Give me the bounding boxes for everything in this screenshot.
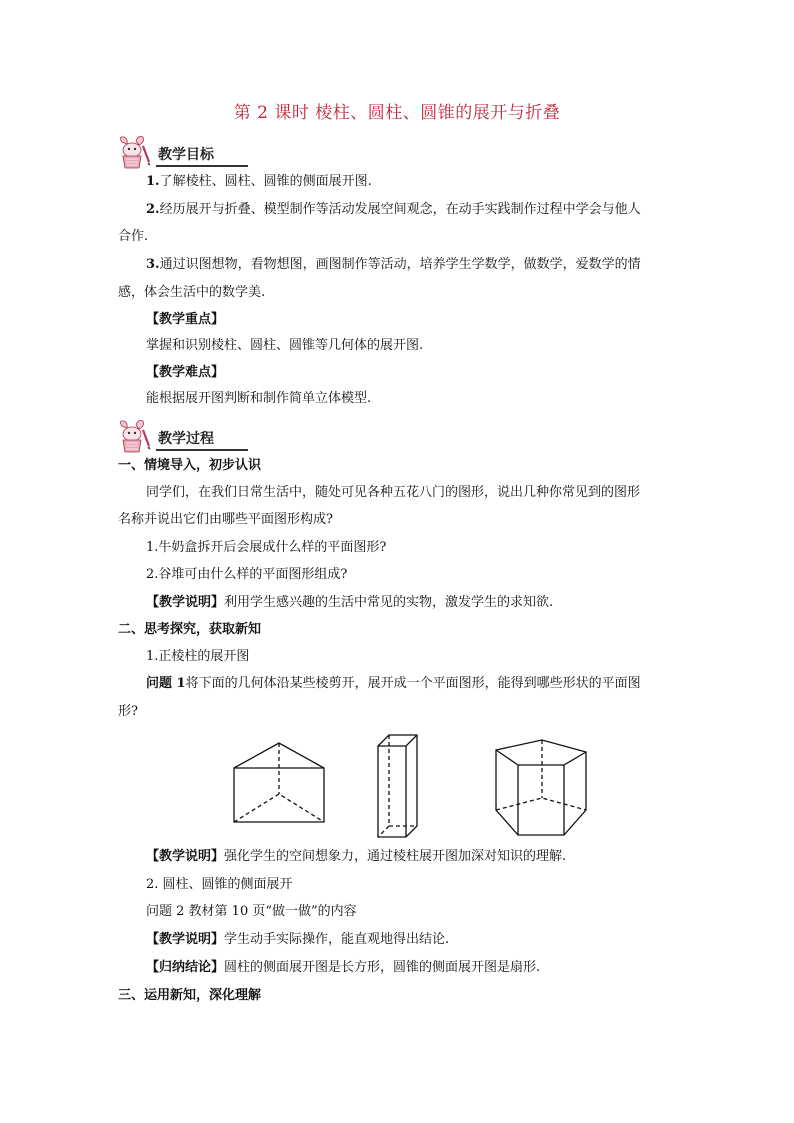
- problem-text: 将下面的几何体沿某些棱剪开，展开成一个平面图形，能得到哪些形状的平面图: [185, 676, 641, 691]
- section-underline: [156, 449, 248, 451]
- part2-note-1: [146, 848, 566, 866]
- goal-number: 2.: [146, 202, 160, 217]
- pencil-mascot-icon: [116, 134, 156, 172]
- part1-question-2: 2.谷堆可由什么样的平面图形组成?: [146, 567, 348, 582]
- difficult-point-label: 【教学难点】: [146, 365, 225, 380]
- note-text: 学生动手实际操作，能直观地得出结论.: [224, 932, 450, 947]
- key-point-text: 掌握和识别棱柱、圆柱、圆锥等几何体的展开图.: [146, 338, 424, 353]
- problem-1: [146, 675, 641, 693]
- pencil-mascot-icon: [116, 418, 156, 456]
- goal-text: 通过识图想物，看物想图，画图制作等活动，培养学生学数学，做数学，爱数学的情: [159, 257, 641, 272]
- section-header-process: [116, 418, 244, 456]
- conclusion: [146, 959, 540, 977]
- problem-1-cont: 形?: [118, 704, 138, 719]
- goal-number: 1.: [146, 174, 160, 189]
- goal-number: 3.: [146, 257, 160, 272]
- part2-subheading-2: 2. 圆柱、圆锥的侧面展开: [146, 877, 293, 892]
- note-label: 【教学说明】: [146, 849, 225, 864]
- section-label: 教学过程: [158, 431, 214, 447]
- part1-paragraph: 同学们，在我们日常生活中，随处可见各种五花八门的图形，说出几种你常见到的图形: [146, 485, 641, 500]
- part2-subheading-1: 1.正棱柱的展开图: [146, 649, 250, 664]
- note-text: 利用学生感兴趣的生活中常见的实物，激发学生的求知欲.: [224, 595, 554, 610]
- part2-note-2: [146, 931, 449, 949]
- note-text: 强化学生的空间想象力，通过棱柱展开图加深对知识的理解.: [224, 849, 567, 864]
- key-point-label: 【教学重点】: [146, 312, 225, 327]
- difficult-point-text: 能根据展开图判断和制作简单立体模型.: [146, 391, 372, 406]
- square-prism-figure: [378, 735, 417, 837]
- goal-text: 了解棱柱、圆柱、圆锥的侧面展开图.: [159, 174, 372, 189]
- part3-heading: 三、运用新知，深化理解: [118, 988, 262, 1003]
- goal-3: [146, 256, 641, 274]
- goal-2-cont: 合作.: [118, 229, 149, 244]
- pentagonal-prism-figure: [496, 740, 586, 835]
- section-label: 教学目标: [158, 147, 214, 163]
- goal-2: [146, 201, 641, 219]
- prism-figures: [220, 730, 600, 840]
- part1-question-1: 1.牛奶盒拆开后会展成什么样的平面图形?: [146, 540, 387, 555]
- lesson-title: 第 2 课时 棱柱、圆柱、圆锥的展开与折叠: [233, 103, 561, 123]
- part1-paragraph-cont: 名称并说出它们由哪些平面图形构成?: [118, 512, 333, 527]
- part2-heading: 二、思考探究，获取新知: [118, 622, 262, 637]
- goal-3-cont: 感，体会生活中的数学美.: [118, 285, 266, 300]
- problem-label: 问题 1: [146, 676, 186, 691]
- section-underline: [156, 165, 248, 167]
- goal-1: [146, 173, 372, 191]
- conclusion-label: 【归纳结论】: [146, 960, 225, 975]
- triangular-prism-figure: [234, 743, 324, 822]
- note-label: 【教学说明】: [146, 932, 225, 947]
- conclusion-text: 圆柱的侧面展开图是长方形，圆锥的侧面展开图是扇形.: [224, 960, 541, 975]
- section-header-goals: [116, 134, 244, 172]
- note-label: 【教学说明】: [146, 595, 225, 610]
- goal-text: 经历展开与折叠、模型制作等活动发展空间观念，在动手实践制作过程中学会与他人: [159, 202, 641, 217]
- problem-2: 问题 2 教材第 10 页“做一做”的内容: [146, 904, 357, 919]
- part1-heading: 一、情境导入，初步认识: [118, 458, 262, 473]
- part1-note: [146, 594, 553, 612]
